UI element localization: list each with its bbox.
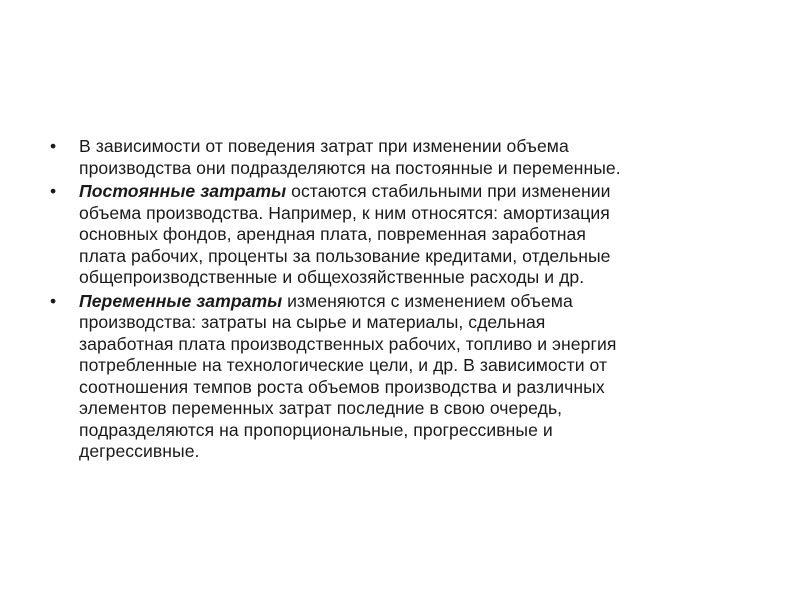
term-variable-costs: Переменные затраты bbox=[79, 290, 283, 311]
text-line: потребленные на технологические цели, и др. В зависимости от bbox=[79, 355, 608, 375]
bullet-list bbox=[50, 136, 750, 465]
term-fixed-costs: Постоянные затраты bbox=[79, 181, 287, 201]
text-line: В зависимости от поведения затрат при изменении объема bbox=[79, 136, 569, 156]
text-line bbox=[79, 291, 750, 313]
bullet-dot: • bbox=[50, 290, 57, 311]
text-line: плата рабочих, проценты за пользование кредитами, отдельные bbox=[79, 245, 611, 266]
text-fragment: остаются стабильными при изменении bbox=[286, 181, 611, 201]
text-line: дегрессивные. bbox=[79, 441, 200, 461]
text-line: производства они подразделяются на постоянные и переменные. bbox=[79, 157, 621, 178]
text-fragment: изменяются с изменением объема bbox=[282, 290, 573, 311]
bullet-dot: • bbox=[50, 181, 57, 201]
bullet-item-variable-costs bbox=[50, 291, 750, 463]
text-line: элементов переменных затрат последние в свою очередь, bbox=[79, 398, 563, 418]
text-line: заработная плата производственных рабочих, топливо и энергия bbox=[79, 333, 617, 354]
text-line: объема производства. Например, к ним относятся: амортизация bbox=[79, 202, 610, 223]
text-line: основных фондов, арендная плата, повременная заработная bbox=[79, 224, 586, 244]
text-line: соотношения темпов роста объемов производства и различных bbox=[79, 376, 605, 397]
bullet-item-fixed-costs bbox=[50, 181, 750, 289]
text-line: общепроизводственные и общехозяйственные расходы и др. bbox=[79, 267, 585, 287]
bullet-dot: • bbox=[50, 136, 57, 156]
text-line bbox=[79, 181, 750, 203]
text-line: подразделяются на пропорциональные, прогрессивные и bbox=[79, 419, 553, 440]
text-line: производства: затраты на сырье и материалы, сдельная bbox=[79, 312, 546, 332]
bullet-item-cost-behavior bbox=[50, 136, 750, 179]
